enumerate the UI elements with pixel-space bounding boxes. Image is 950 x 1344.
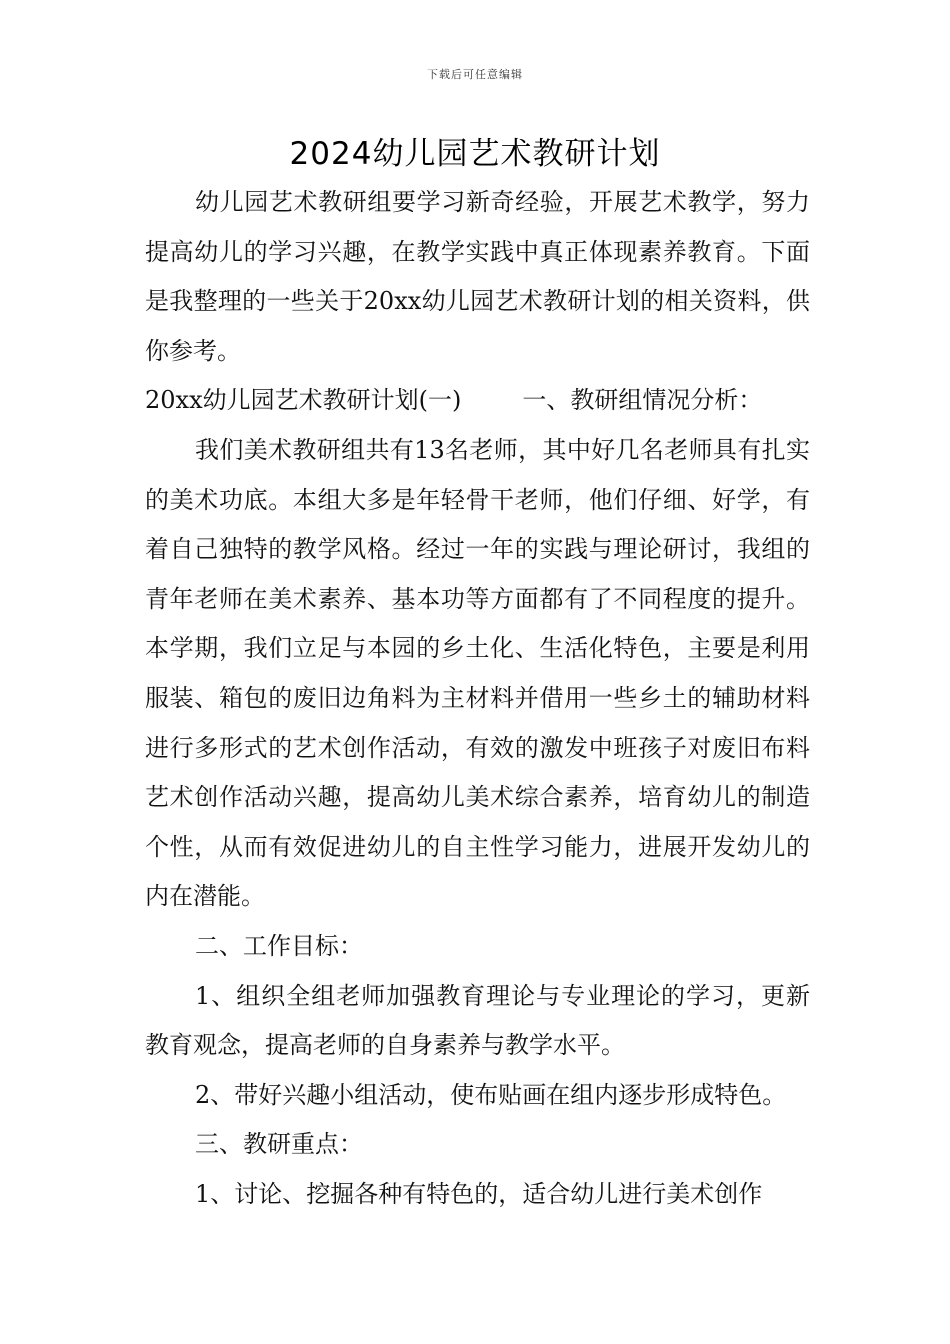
section3-heading: 三、教研重点： xyxy=(195,1130,363,1159)
document-title: 2024幼儿园艺术教研计划 xyxy=(289,136,661,172)
plan-heading-line xyxy=(145,376,810,426)
header-note: 下载后可任意编辑 xyxy=(427,68,523,81)
section1-heading: 一、教研组情况分析： xyxy=(522,386,763,415)
focus1-paragraph: 1、讨论、挖掘各种有特色的，适合幼儿进行美术创作 xyxy=(195,1179,763,1208)
goal1-paragraph: 1、组织全组老师加强教育理论与专业理论的学习，更新教育观念，提高老师的自身素养与教学水平。 xyxy=(145,981,810,1060)
goal2-paragraph: 2、带好兴趣小组活动，使布贴画在组内逐步形成特色。 xyxy=(195,1080,787,1109)
document-body xyxy=(145,178,810,1219)
intro-paragraph: 幼儿园艺术教研组要学习新奇经验，开展艺术教学，努力提高幼儿的学习兴趣，在教学实践中真正体现素养教育。下面是我整理的一些关于20xx幼儿园艺术教研计划的相关资料，供你参考。 xyxy=(145,188,810,365)
plan-heading: 20xx幼儿园艺术教研计划(一) xyxy=(145,386,462,415)
analysis-paragraph: 我们美术教研组共有13名老师，其中好几名老师具有扎实的美术功底。本组大多是年轻骨干老师，他们仔细、好学，有着自己独特的教学风格。经过一年的实践与理论研讨，我组的青年老师在美术素养、基本功等方面都有了不同程度的提升。本学期，我们立足与本园的乡土化、生活化特色，主要是利用服装、箱包的废旧边角料为主材料并借用一些乡土的辅助材料进行多形式的艺术创作活动，有效的激发中班孩子对废旧布料艺术创作活动兴趣，提高幼儿美术综合素养，培育幼儿的制造个性，从而有效促进幼儿的自主性学习能力，进展开发幼儿的内在潜能。 xyxy=(145,435,810,911)
section2-heading: 二、工作目标： xyxy=(195,931,363,960)
